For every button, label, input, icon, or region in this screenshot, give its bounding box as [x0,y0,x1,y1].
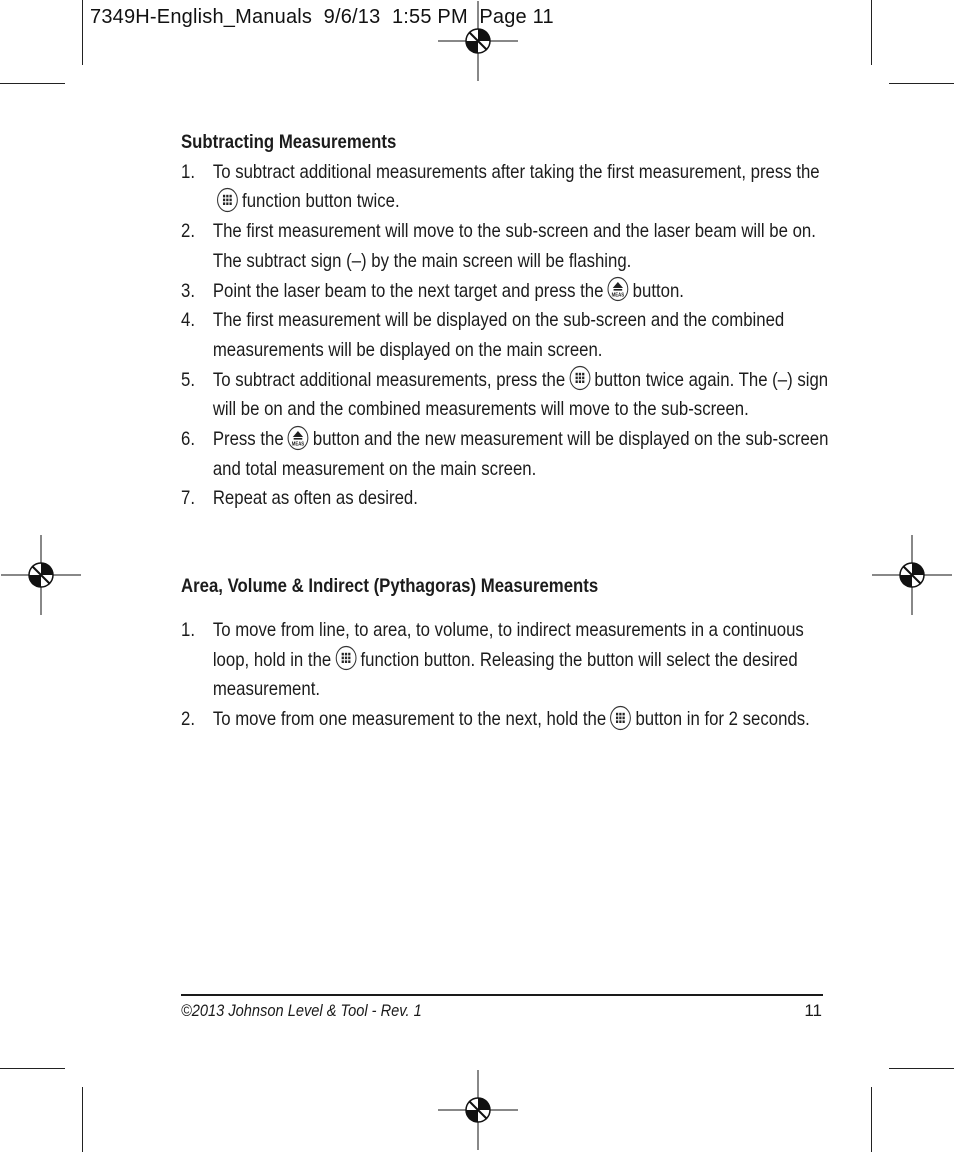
printer-slug-line: 7349H-English_Manuals 9/6/13 1:55 PM Page 11 [90,6,554,28]
step-text: To move from one measurement to the next, hold the [212,707,607,730]
list-item [181,705,831,735]
step-text: Point the laser beam to the next target and press the [212,279,604,302]
list-item [181,366,831,425]
step-number: 5. [181,368,195,391]
step-text: To subtract additional measurements, press the [212,368,566,391]
registration-mark-icon [438,1070,518,1150]
function-grid-icon [610,705,632,731]
registration-mark-icon [1,535,81,615]
step-number: 4. [181,309,195,332]
step-text-continued: function button. Releasing the button will select the desired measurement. [212,648,798,701]
step-number: 1. [181,618,195,641]
step-text-continued: button twice again. The (–) sign will be on and the combined measurements will move to the sub-screen. [212,368,829,421]
page-number: 11 [804,1001,822,1020]
area-volume-steps-list [181,616,831,735]
list-item [181,425,831,484]
step-number: 1. [181,160,195,183]
list-item [181,616,831,705]
meas-icon [287,425,309,451]
crop-mark-bottom-left-horizontal [0,1068,65,1069]
function-grid-icon [569,365,591,391]
step-number: 2. [181,707,195,730]
crop-mark-bottom-right-vertical [871,1087,872,1152]
crop-mark-bottom-right-horizontal [889,1068,954,1069]
meas-icon-label: MEAS [611,292,625,298]
subtracting-steps-list [181,158,831,514]
crop-mark-top-right-horizontal [889,83,954,84]
crop-mark-top-left-vertical [82,0,83,65]
registration-mark-icon [438,1,518,81]
step-text-continued: button and the new measurement will be displayed on the sub-screen and total measurement on the main screen. [212,428,829,480]
list-item [181,217,831,276]
list-item [181,277,831,307]
crop-mark-bottom-left-vertical [82,1087,83,1152]
step-text-continued: function button twice. [242,190,400,213]
step-text: To move from line, to area, to volume, to indirect measurements in a continuous loop, hold in the [212,618,804,671]
step-text: The first measurement will be displayed on the sub-screen and the combined measurements will be displayed on the main screen. [212,309,785,361]
function-grid-icon [335,645,357,671]
section-heading-area-volume: Area, Volume & Indirect (Pythagoras) Measurements [181,575,599,598]
step-text: Press the [212,428,284,451]
step-number: 6. [181,428,195,451]
step-text: To subtract additional measurements after taking the first measurement, press the [212,160,820,183]
step-text-continued: button. [632,279,684,302]
step-text: The first measurement will move to the sub-screen and the laser beam will be on. The subtract sign (–) by the main screen will be flashing. [212,220,816,272]
step-text-continued: button in for 2 seconds. [635,707,810,730]
registration-mark-icon [872,535,952,615]
step-text: Repeat as often as desired. [212,487,418,510]
manual-page-content [181,128,831,735]
meas-icon-label: MEAS [292,441,305,447]
list-item [181,306,831,365]
step-number: 3. [181,279,195,302]
section-heading-subtracting: Subtracting Measurements [181,131,397,153]
step-number: 2. [181,220,195,243]
step-number: 7. [181,487,195,510]
function-grid-icon [216,187,238,213]
crop-mark-top-right-vertical [871,0,872,65]
list-item [181,158,831,217]
list-item [181,484,831,514]
crop-mark-top-left-horizontal [0,83,65,84]
meas-icon [607,276,629,302]
footer-copyright: ©2013 Johnson Level & Tool - Rev. 1 [181,1001,422,1020]
footer-rule [181,994,823,996]
